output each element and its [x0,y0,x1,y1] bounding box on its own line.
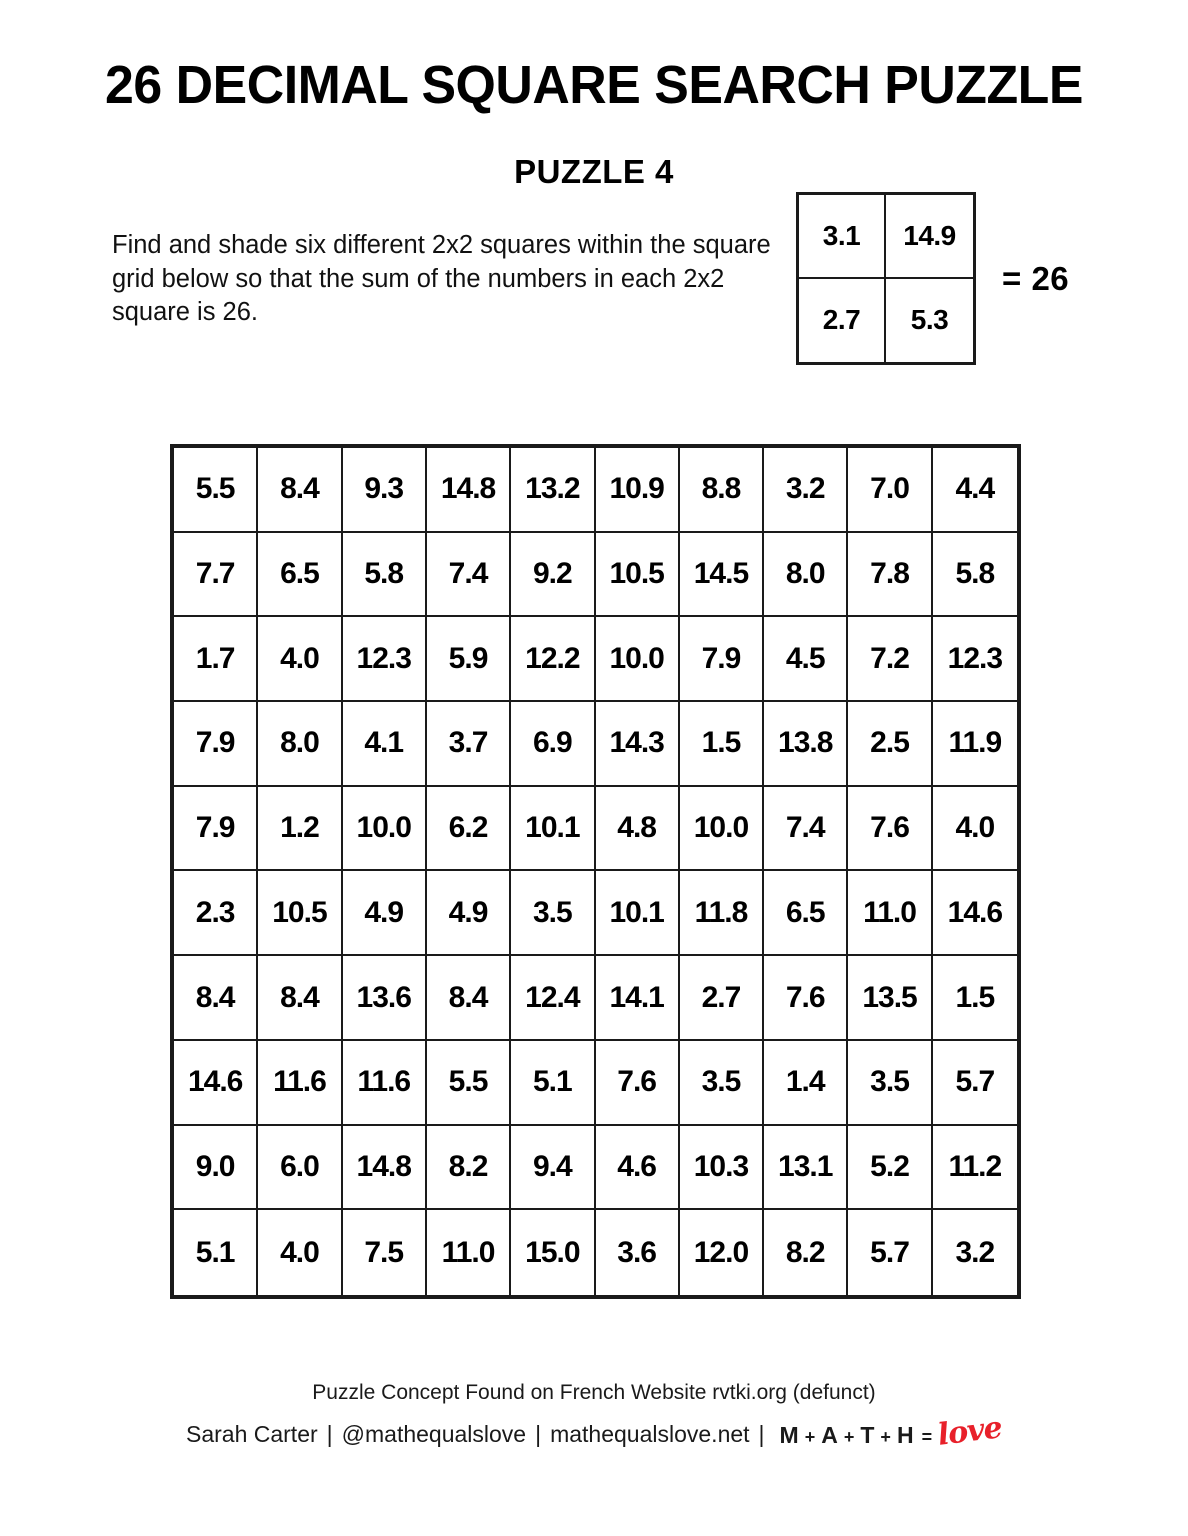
grid-cell[interactable]: 10.5 [596,533,680,618]
grid-cell[interactable]: 6.5 [764,871,848,956]
grid-cell[interactable]: 4.1 [343,702,427,787]
footer [0,1381,1188,1453]
grid-cell[interactable]: 5.8 [343,533,427,618]
grid-cell[interactable]: 5.1 [174,1210,258,1295]
grid-cell[interactable]: 14.8 [427,448,511,533]
footer-website[interactable]: mathequalslove.net [550,1420,750,1447]
grid-cell[interactable]: 6.2 [427,787,511,872]
grid-cell[interactable]: 4.6 [596,1126,680,1211]
grid-cell[interactable]: 1.4 [764,1041,848,1126]
grid-cell[interactable]: 5.7 [933,1041,1017,1126]
grid-cell[interactable]: 14.5 [680,533,764,618]
grid-cell[interactable]: 10.0 [596,617,680,702]
grid-cell[interactable]: 3.5 [511,871,595,956]
grid-cell[interactable]: 10.9 [596,448,680,533]
grid-cell[interactable]: 14.3 [596,702,680,787]
footer-separator: | [758,1420,765,1447]
grid-cell[interactable]: 15.0 [511,1210,595,1295]
grid-cell[interactable]: 4.8 [596,787,680,872]
grid-cell[interactable]: 7.0 [848,448,932,533]
footer-separator: | [535,1420,542,1447]
grid-cell[interactable]: 11.9 [933,702,1017,787]
grid-cell[interactable]: 12.4 [511,956,595,1041]
grid-cell[interactable]: 11.8 [680,871,764,956]
grid-cell[interactable]: 12.2 [511,617,595,702]
grid-cell[interactable]: 10.0 [343,787,427,872]
footer-author: Sarah Carter [185,1420,318,1447]
grid-cell[interactable]: 11.0 [427,1210,511,1295]
grid-cell[interactable]: 8.4 [427,956,511,1041]
instructions-text: Find and shade six different 2x2 squares within the square grid below so that the sum of the numbers in each 2x2 square is 26. [112,231,771,327]
example-2x2-grid [796,192,976,365]
grid-cell[interactable]: 3.5 [848,1041,932,1126]
grid-cell[interactable]: 7.7 [174,533,258,618]
grid-cell[interactable]: 13.6 [343,956,427,1041]
grid-cell[interactable]: 4.0 [933,787,1017,872]
grid-cell[interactable]: 4.0 [258,1210,342,1295]
puzzle-grid[interactable] [170,444,1021,1299]
plus-icon: + [880,1427,892,1447]
grid-cell[interactable]: 14.8 [343,1126,427,1211]
grid-cell[interactable]: 6.0 [258,1126,342,1211]
grid-cell[interactable]: 2.5 [848,702,932,787]
grid-cell[interactable]: 8.0 [258,702,342,787]
plus-icon: + [804,1427,817,1447]
grid-cell[interactable]: 8.4 [258,956,342,1041]
grid-cell[interactable]: 14.6 [933,871,1017,956]
grid-cell[interactable]: 7.6 [764,956,848,1041]
grid-cell[interactable]: 7.6 [848,787,932,872]
grid-cell[interactable]: 8.8 [680,448,764,533]
grid-cell[interactable]: 10.3 [680,1126,764,1211]
equals-icon: = [921,1427,934,1447]
grid-cell[interactable]: 11.6 [258,1041,342,1126]
footer-attribution-line [0,1410,1188,1453]
grid-cell[interactable]: 7.5 [343,1210,427,1295]
example-cell: 5.3 [910,304,949,336]
grid-cell[interactable]: 1.5 [933,956,1017,1041]
grid-cell[interactable]: 3.5 [680,1041,764,1126]
grid-cell[interactable]: 3.2 [955,1235,995,1269]
grid-cell[interactable]: 4.9 [343,871,427,956]
grid-cell[interactable]: 1.7 [174,617,258,702]
logo-love-script: love [935,1410,1004,1453]
grid-cell[interactable]: 3.2 [764,448,848,533]
grid-cell[interactable]: 4.9 [427,871,511,956]
logo-letter-a: A [821,1422,839,1448]
logo-letter-m: M [779,1422,800,1448]
example-cell: 2.7 [799,279,886,363]
grid-cell[interactable]: 9.0 [174,1126,258,1211]
grid-cell[interactable]: 7.9 [174,787,258,872]
grid-cell[interactable]: 5.1 [511,1041,595,1126]
grid-cell[interactable]: 13.5 [848,956,932,1041]
grid-cell[interactable]: 6.9 [511,702,595,787]
example-sum-label: = 26 [1002,259,1070,297]
grid-cell[interactable]: 7.9 [174,702,258,787]
grid-cell[interactable]: 4.5 [764,617,848,702]
grid-cell[interactable]: 1.5 [680,702,764,787]
grid-cell[interactable]: 8.2 [427,1126,511,1211]
grid-cell[interactable]: 11.2 [933,1126,1017,1211]
grid-cell[interactable]: 14.6 [174,1041,258,1126]
grid-cell[interactable]: 14.1 [596,956,680,1041]
grid-cell[interactable]: 5.5 [427,1041,511,1126]
grid-cell[interactable]: 10.1 [511,787,595,872]
grid-cell[interactable]: 8.2 [764,1210,848,1295]
logo-letter-t: T [860,1422,876,1448]
grid-cell[interactable]: 6.5 [258,533,342,618]
grid-cell[interactable]: 9.4 [511,1126,595,1211]
grid-cell[interactable]: 4.4 [933,448,1017,533]
grid-cell[interactable]: 3.7 [427,702,511,787]
grid-cell[interactable]: 8.4 [258,448,342,533]
footer-credit: Puzzle Concept Found on French Website rvtki.org (defunct) [312,1381,876,1404]
grid-cell[interactable]: 13.8 [764,702,848,787]
grid-cell[interactable]: 10.1 [596,871,680,956]
grid-cell[interactable]: 13.2 [511,448,595,533]
example-cell: 3.1 [799,195,886,279]
grid-cell[interactable]: 12.3 [343,617,427,702]
grid-cell[interactable]: 5.2 [848,1126,932,1211]
grid-cell[interactable]: 7.4 [427,533,511,618]
grid-cell[interactable]: 5.8 [933,533,1017,618]
grid-cell[interactable]: 7.2 [848,617,932,702]
example-block [796,192,1069,365]
example-cell: 14.9 [886,195,973,279]
footer-handle: @mathequalslove [341,1420,527,1447]
grid-cell[interactable]: 5.9 [427,617,511,702]
grid-cell[interactable]: 7.8 [848,533,932,618]
grid-cell[interactable]: 2.7 [680,956,764,1041]
footer-separator: | [326,1420,333,1447]
grid-cell[interactable]: 5.7 [848,1210,932,1295]
grid-cell[interactable]: 11.0 [848,871,932,956]
logo-letter-h: H [896,1422,915,1448]
grid-cell[interactable]: 10.0 [680,787,764,872]
grid-cell[interactable]: 11.6 [343,1041,427,1126]
grid-cell[interactable]: 10.5 [258,871,342,956]
grid-cell[interactable]: 2.3 [174,871,258,956]
grid-cell[interactable]: 12.3 [933,617,1017,702]
plus-icon: + [843,1427,856,1447]
grid-cell[interactable]: 7.9 [680,617,764,702]
grid-cell[interactable]: 5.5 [174,448,258,533]
grid-cell[interactable]: 8.4 [174,956,258,1041]
grid-cell[interactable]: 4.0 [258,617,342,702]
grid-cell[interactable]: 7.4 [764,787,848,872]
grid-cell[interactable]: 9.2 [511,533,595,618]
math-equals-love-logo [779,1410,1004,1453]
grid-cell[interactable]: 7.6 [596,1041,680,1126]
grid-cell[interactable]: 8.0 [764,533,848,618]
grid-cell[interactable]: 12.0 [680,1210,764,1295]
grid-cell[interactable]: 1.2 [258,787,342,872]
grid-cell[interactable]: 9.3 [343,448,427,533]
page-title: 26 DECIMAL SQUARE SEARCH PUZZLE [105,55,1083,115]
grid-cell[interactable]: 3.6 [596,1210,680,1295]
puzzle-subtitle: PUZZLE 4 [514,153,674,190]
grid-cell[interactable]: 13.1 [764,1126,848,1211]
